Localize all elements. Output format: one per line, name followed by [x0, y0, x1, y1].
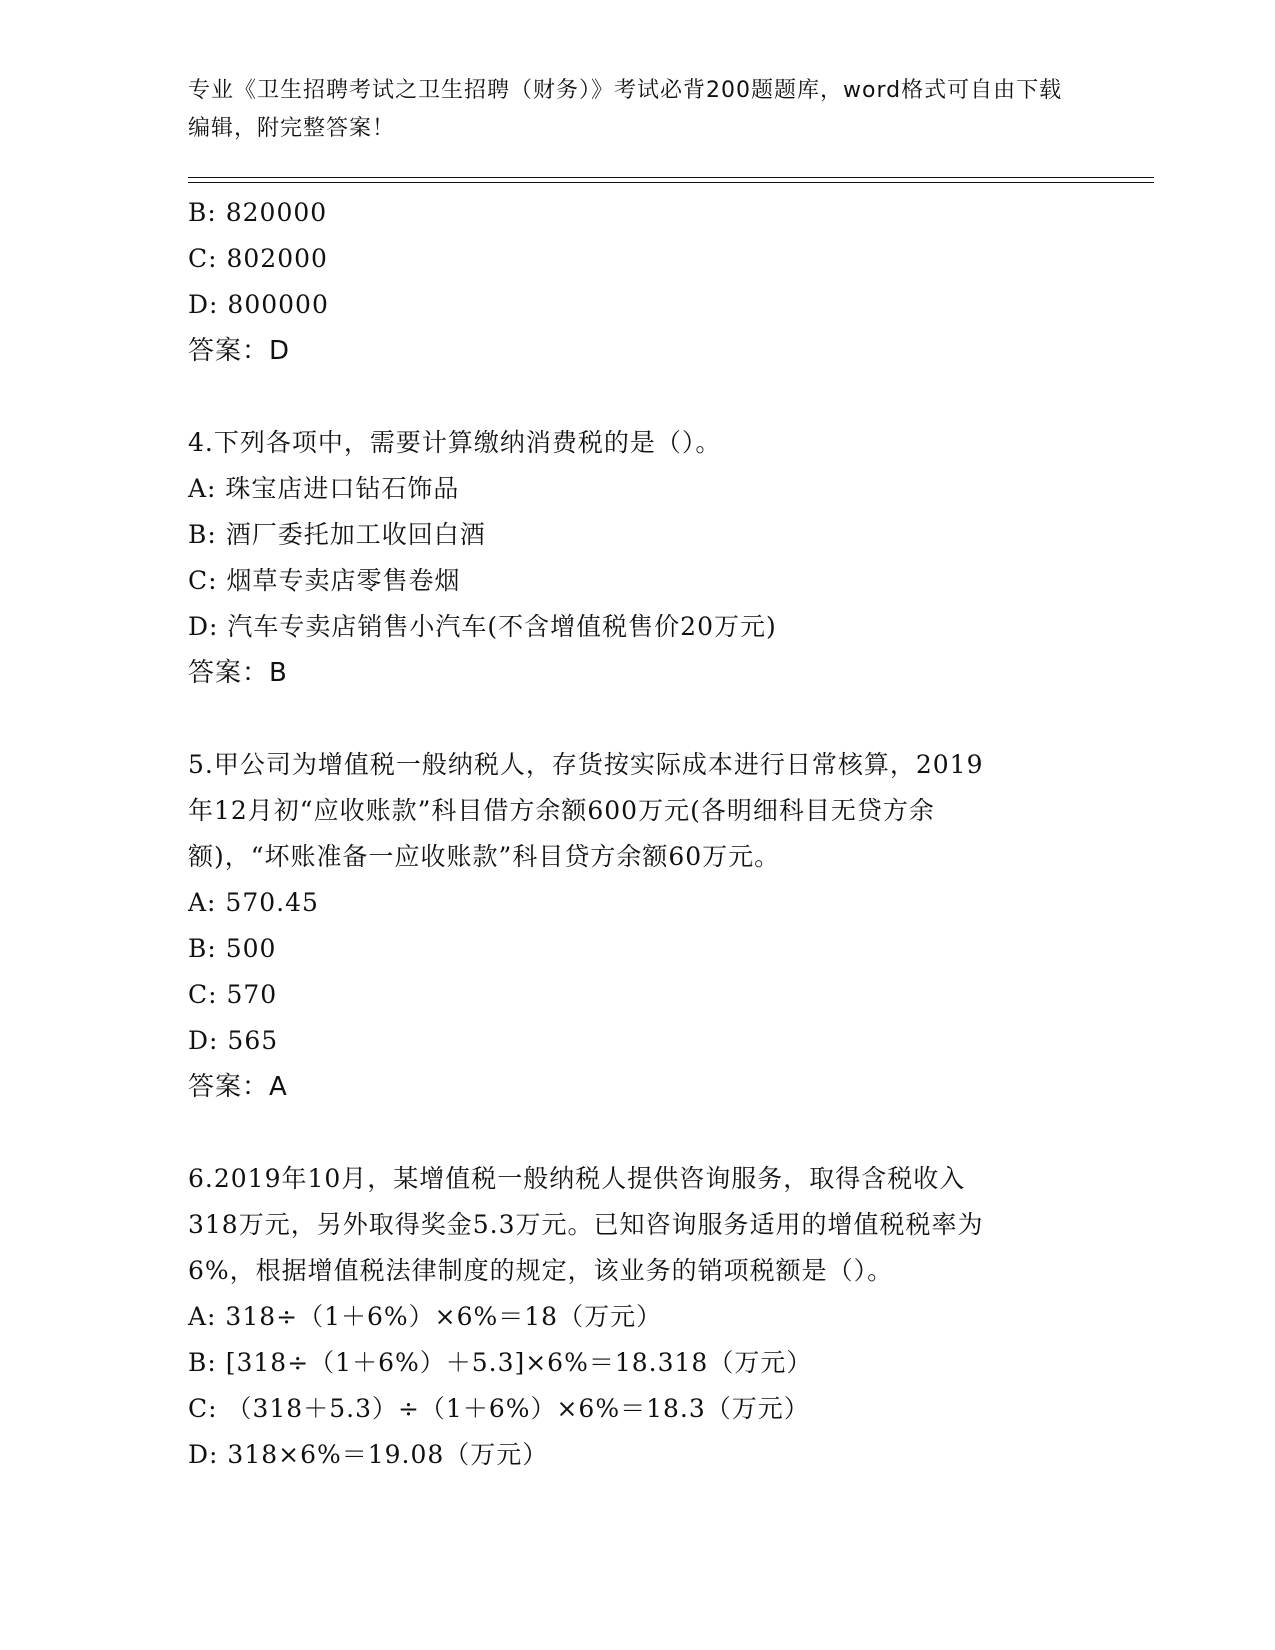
- option-a: A: 珠宝店进口钻石饰品: [188, 474, 460, 503]
- option-d: D: 318×6%＝19.08（万元）: [188, 1440, 549, 1469]
- answer-line: 答案：A: [188, 1072, 288, 1102]
- option-b: B: [318÷（1＋6%）＋5.3]×6%＝18.318（万元）: [188, 1348, 813, 1377]
- answer-line: 答案：B: [188, 658, 288, 688]
- option-b: B: 820000: [188, 198, 328, 227]
- question-text-line: 5.甲公司为增值税一般纳税人，存货按实际成本进行日常核算，2019: [188, 750, 984, 779]
- option-d: D: 800000: [188, 290, 329, 319]
- question-3: [188, 190, 1088, 374]
- question-text-line: 6%，根据增值税法律制度的规定，该业务的销项税额是（）。: [188, 1256, 894, 1285]
- option-d: D: 565: [188, 1026, 279, 1055]
- question-text-line: 318万元，另外取得奖金5.3万元。已知咨询服务适用的增值税税率为: [188, 1210, 984, 1239]
- header-rule-top: [188, 177, 1154, 178]
- option-c: C: 570: [188, 980, 278, 1009]
- question-text-line: 额)，“坏账准备一应收账款”科目贷方余额60万元。: [188, 842, 781, 871]
- option-b: B: 500: [188, 934, 277, 963]
- header-rule-bottom: [188, 182, 1154, 183]
- option-c: C: 烟草专卖店零售卷烟: [188, 566, 461, 595]
- option-a: A: 318÷（1＋6%）×6%＝18（万元）: [188, 1302, 663, 1331]
- question-text-line: 年12月初“应收账款”科目借方余额600万元(各明细科目无贷方余: [188, 796, 935, 825]
- answer-line: 答案：D: [188, 336, 291, 366]
- question-4: [188, 420, 1088, 696]
- option-c: C: （318＋5.3）÷（1＋6%）×6%＝18.3（万元）: [188, 1394, 810, 1423]
- question-text: 4.下列各项中，需要计算缴纳消费税的是（）。: [188, 428, 722, 457]
- question-list: [188, 190, 1088, 1478]
- option-b: B: 酒厂委托加工收回白酒: [188, 520, 486, 549]
- option-c: C: 802000: [188, 244, 328, 273]
- option-d: D: 汽车专卖店销售小汽车(不含增值税售价20万元): [188, 612, 777, 641]
- option-a: A: 570.45: [188, 888, 319, 917]
- document-header: [188, 72, 1068, 148]
- question-5: [188, 742, 1088, 1110]
- question-6: [188, 1156, 1088, 1478]
- question-text-line: 6.2019年10月，某增值税一般纳税人提供咨询服务，取得含税收入: [188, 1164, 966, 1193]
- header-title: 专业《卫生招聘考试之卫生招聘（财务）》考试必背200题题库，word格式可自由下载编辑，附完整答案！: [188, 78, 1063, 141]
